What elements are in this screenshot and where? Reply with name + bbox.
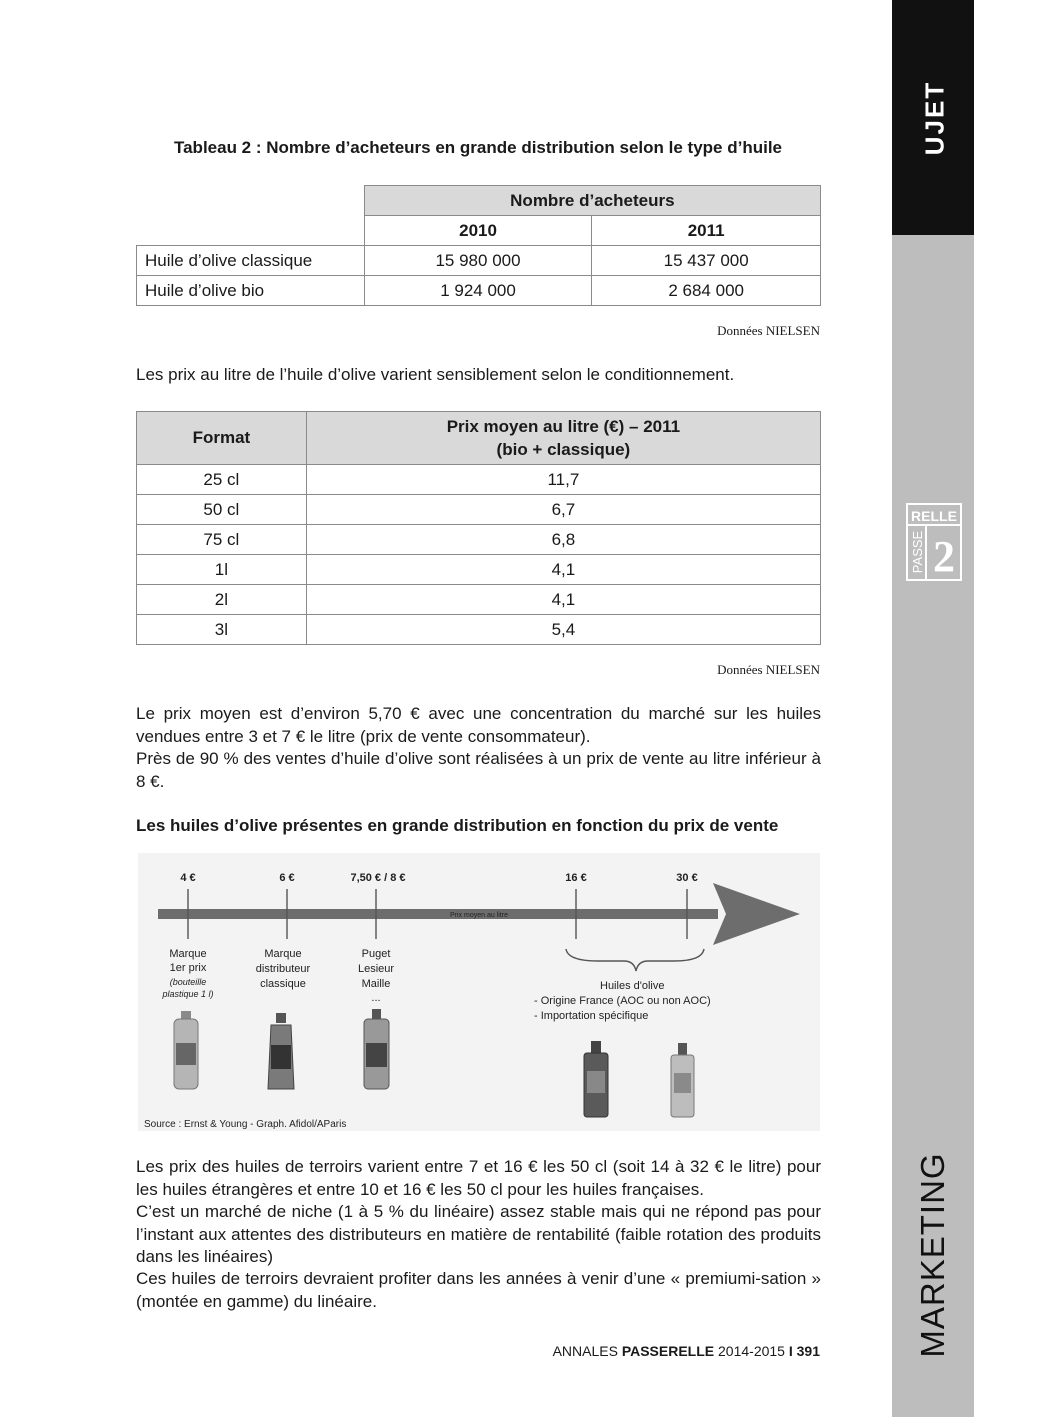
price-axis-arrow [158,909,718,919]
figure-source: Source : Ernst & Young - Graph. Afidol/AParis [144,1119,347,1130]
year-header: 2010 [364,216,592,246]
intro-text: Les prix au litre de l’huile d’olive varient sensiblement selon le conditionnement. [136,365,735,384]
premium-bottle-icon [584,1041,608,1117]
paragraph: Le prix moyen est d’environ 5,70 € avec une concentration du marché sur les huiles vendues entre 3 et 7 € le litre (prix de vente consommateur). [136,704,821,746]
section-label-text: MARKETING [914,1152,951,1358]
price-header [306,412,820,465]
price-table [136,411,821,645]
footer-separator: I [788,1343,793,1359]
category-label: classique [260,978,306,990]
svg-text:PASSE: PASSE [910,530,925,574]
brand-bottle-icon [364,1009,389,1089]
price-header-line1: Prix moyen au litre (€) – 2011 [446,417,681,436]
category-label: (bouteille [169,977,207,987]
price-cell: 4,1 [306,585,820,615]
table1-source: Données NIELSEN [717,323,820,338]
category-label: Marque [264,948,302,960]
table-row [137,276,821,306]
table-row [137,555,821,585]
price-cell: 5,4 [306,615,820,645]
category-label: Maille [361,978,391,990]
buyers-value: 2 684 000 [592,276,821,306]
format-cell: 3l [137,615,307,645]
price-cell: 6,7 [306,495,820,525]
table-row [137,495,821,525]
buyers-group-header: Nombre d’acheteurs [364,186,820,216]
format-cell: 1l [137,555,307,585]
passerelle-2-logo [906,503,962,581]
price-figure [138,853,820,1131]
price-cell: 4,1 [306,555,820,585]
category-label: 1er prix [169,962,207,974]
price-cell: 11,7 [306,465,820,495]
price-tick-label: 6 € [279,872,295,884]
paragraph: C’est un marché de niche (1 à 5 % du linéaire) assez stable mais qui ne répond pas pour l’instant aux attentes des distributeurs en matière de rentabilité (faible rotation des produits dans les linéaires) [136,1202,821,1266]
empty-cell [137,216,365,246]
price-header-line2: (bio + classique) [496,440,631,459]
price-cell: 6,8 [306,525,820,555]
category-label: - Origine France (AOC ou non AOC) [534,995,711,1007]
table2-source: Données NIELSEN [717,662,820,677]
format-cell: 25 cl [137,465,307,495]
category-label: Marque [169,948,207,960]
page-number: 391 [796,1343,820,1359]
footer-brand: PASSERELLE [621,1343,715,1359]
buyers-value: 15 437 000 [592,246,821,276]
year-header: 2011 [592,216,821,246]
distributor-bottle-icon [268,1013,294,1089]
oil-type: Huile d’olive bio [137,276,365,306]
oil-type: Huile d’olive classique [137,246,365,276]
category-label: distributeur [255,963,311,975]
plastic-bottle-icon [174,1011,198,1089]
category-label: - Importation spécifique [534,1010,649,1022]
price-tick-label: 7,50 € / 8 € [350,872,406,884]
category-label: plastique 1 l) [162,989,214,999]
format-cell: 2l [137,585,307,615]
format-cell: 50 cl [137,495,307,525]
price-tick-label: 30 € [676,872,698,884]
table-row [137,525,821,555]
import-bottle-icon [671,1043,694,1117]
footer-years: 2014-2015 [714,1343,789,1359]
buyers-value: 15 980 000 [364,246,592,276]
format-header: Format [137,412,307,465]
sujet-label [892,0,1043,235]
buyers-value: 1 924 000 [364,276,592,306]
category-label: Puget [361,948,391,960]
table-row [137,246,821,276]
table-row [137,465,821,495]
footer-prefix: ANNALES [552,1343,622,1359]
table1-caption: Tableau 2 : Nombre d’acheteurs en grande distribution selon le type d’huile [173,138,782,157]
sujet-rest: UJET [919,80,950,156]
buyers-table [136,185,821,306]
paragraph: Près de 90 % des ventes d’huile d’olive sont réalisées à un prix de vente au litre inférieur à 8 €. [136,749,821,791]
brace [566,949,704,971]
arrow-head [713,883,800,945]
sujet-initial: S [1019,99,1043,138]
price-tick-label: 16 € [565,872,587,884]
section-label [892,1140,974,1370]
axis-label: Prix moyen au litre [450,912,508,919]
empty-cell [137,186,365,216]
table-row [137,585,821,615]
category-label: ... [371,992,381,1004]
svg-text:2: 2 [933,532,955,581]
svg-text:RELLE: RELLE [911,508,957,524]
category-label: Lesieur [357,963,395,975]
format-cell: 75 cl [137,525,307,555]
category-label: Huiles d'olive [600,980,665,992]
table-row [137,615,821,645]
paragraph: Les prix des huiles de terroirs varient entre 7 et 16 € les 50 cl (soit 14 à 32 € le litre) pour les huiles étrangères et entre 10 et 16 € les 50 cl pour les huiles françaises. [136,1157,821,1199]
page-footer [553,1343,820,1359]
figure-title: Les huiles d’olive présentes en grande distribution en fonction du prix de vente [136,816,779,835]
paragraph: Ces huiles de terroirs devraient profiter dans les années à venir d’une « premiumi-sation » (montée en gamme) du linéaire. [136,1269,821,1311]
price-tick-label: 4 € [180,872,196,884]
